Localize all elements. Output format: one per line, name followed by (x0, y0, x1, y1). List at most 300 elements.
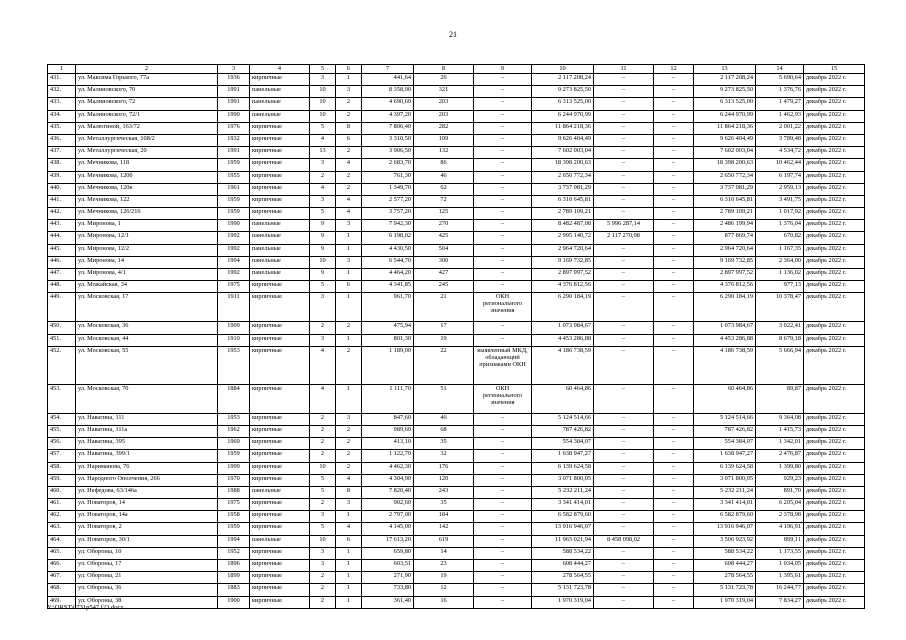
address-cell: ул. Обороны, 38 (76, 596, 218, 608)
total-cost-cell: 3 341 414,01 (532, 499, 594, 511)
funds-1-cell: – (594, 474, 654, 486)
funds-1-cell: – (594, 584, 654, 596)
wall-material-cell: панельные (250, 535, 310, 547)
funds-2-cell: – (654, 474, 694, 486)
funds-2-cell: – (654, 523, 694, 535)
wall-material-cell: кирпичные (250, 474, 310, 486)
funds-1-cell: – (594, 523, 654, 535)
address-cell: ул. Московская, 55 (76, 346, 218, 384)
address-cell: ул. Можайская, 34 (76, 281, 218, 293)
heritage-status-cell: – (474, 413, 532, 425)
row-number-cell: 443. (48, 220, 76, 232)
table-row (48, 74, 865, 86)
address-cell: ул. Металлургическая, 20 (76, 147, 218, 159)
total-cost-cell: 9 169 732,85 (532, 256, 594, 268)
address-cell: ул. Обороны, 36 (76, 584, 218, 596)
deadline-cell: декабрь 2022 г. (804, 346, 865, 384)
total-cost-cell: 2 897 997,52 (532, 269, 594, 281)
entrances-cell: 2 (336, 425, 362, 437)
funds-3-cell: 3 071 800,05 (694, 474, 756, 486)
area-cell: 4 690,60 (362, 98, 414, 110)
table-row (48, 499, 865, 511)
deadline-cell: декабрь 2022 г. (804, 572, 865, 584)
table-row (48, 535, 865, 547)
wall-material-cell: кирпичные (250, 462, 310, 474)
build-year-cell: 1936 (218, 74, 250, 86)
funds-3-cell: 1 073 984,67 (694, 322, 756, 334)
cost-per-sqm-cell: 3 491,75 (756, 195, 804, 207)
funds-2-cell: – (654, 499, 694, 511)
cost-per-sqm-cell: 1 034,05 (756, 560, 804, 572)
heritage-status-cell: – (474, 560, 532, 572)
heritage-status-cell: – (474, 220, 532, 232)
cost-per-sqm-cell: 89,87 (756, 384, 804, 413)
page-number: 21 (449, 30, 457, 39)
table-row (48, 523, 865, 535)
row-number-cell: 440. (48, 183, 76, 195)
total-cost-cell: 588 534,22 (532, 547, 594, 559)
funds-2-cell: – (654, 98, 694, 110)
total-cost-cell: 4 186 738,59 (532, 346, 594, 384)
build-year-cell: 1896 (218, 560, 250, 572)
area-cell: 6 544,70 (362, 256, 414, 268)
floors-cell: 3 (310, 334, 336, 346)
funds-2-cell: – (654, 159, 694, 171)
floors-cell: 10 (310, 256, 336, 268)
deadline-cell: декабрь 2022 г. (804, 183, 865, 195)
funds-1-cell: – (594, 183, 654, 195)
area-cell: 1 349,70 (362, 183, 414, 195)
total-cost-cell: 2 995 140,72 (532, 232, 594, 244)
funds-2-cell: – (654, 450, 694, 462)
build-year-cell: 1953 (218, 346, 250, 384)
wall-material-cell: кирпичные (250, 572, 310, 584)
wall-material-cell: кирпичные (250, 425, 310, 437)
build-year-cell: 1992 (218, 269, 250, 281)
entrances-cell: 1 (336, 269, 362, 281)
row-number-cell: 446. (48, 256, 76, 268)
funds-1-cell: – (594, 122, 654, 134)
residents-cell: 51 (414, 384, 474, 413)
floors-cell: 5 (310, 523, 336, 535)
area-cell: 761,30 (362, 171, 414, 183)
address-cell: ул. Московская, 44 (76, 334, 218, 346)
row-number-cell: 466. (48, 560, 76, 572)
total-cost-cell: 3 737 081,29 (532, 183, 594, 195)
wall-material-cell: кирпичные (250, 134, 310, 146)
entrances-cell: 2 (336, 110, 362, 122)
build-year-cell: 1992 (218, 232, 250, 244)
funds-3-cell: 2 650 772,34 (694, 171, 756, 183)
funds-1-cell: – (594, 572, 654, 584)
row-number-cell: 454. (48, 413, 76, 425)
funds-3-cell: 3 341 414,01 (694, 499, 756, 511)
heritage-status-cell: ОКН регионального значения (474, 293, 532, 322)
address-cell: ул. Новаторов, 14 (76, 499, 218, 511)
column-number: 13 (694, 65, 756, 74)
area-cell: 1 111,70 (362, 384, 414, 413)
column-number: 11 (594, 65, 654, 74)
funds-3-cell: 9 169 732,85 (694, 256, 756, 268)
cost-per-sqm-cell: 1 167,35 (756, 244, 804, 256)
deadline-cell: декабрь 2022 г. (804, 547, 865, 559)
row-number-cell: 452. (48, 346, 76, 384)
heritage-status-cell: – (474, 98, 532, 110)
entrances-cell: 1 (336, 384, 362, 413)
funds-1-cell: – (594, 511, 654, 523)
floors-cell: 3 (310, 560, 336, 572)
floors-cell: 2 (310, 322, 336, 334)
heritage-status-cell: – (474, 322, 532, 334)
funds-3-cell: 6 290 184,19 (694, 293, 756, 322)
residents-cell: 46 (414, 413, 474, 425)
residents-cell: 504 (414, 244, 474, 256)
funds-3-cell: 1 638 947,27 (694, 450, 756, 462)
residents-cell: 142 (414, 523, 474, 535)
build-year-cell: 1959 (218, 159, 250, 171)
floors-cell: 2 (310, 450, 336, 462)
total-cost-cell: 6 310 645,81 (532, 195, 594, 207)
column-number: 4 (250, 65, 310, 74)
area-cell: 3 757,20 (362, 208, 414, 220)
build-year-cell: 1899 (218, 572, 250, 584)
floors-cell: 3 (310, 511, 336, 523)
cost-per-sqm-cell: 899,11 (756, 535, 804, 547)
floors-cell: 3 (310, 293, 336, 322)
floors-cell: 2 (310, 499, 336, 511)
funds-3-cell: 9 626 404,49 (694, 134, 756, 146)
heritage-status-cell: – (474, 281, 532, 293)
table-row (48, 134, 865, 146)
build-year-cell: 1999 (218, 462, 250, 474)
area-cell: 659,80 (362, 547, 414, 559)
residents-cell: 425 (414, 232, 474, 244)
wall-material-cell: панельные (250, 86, 310, 98)
deadline-cell: декабрь 2022 г. (804, 486, 865, 498)
heritage-status-cell: – (474, 450, 532, 462)
cost-per-sqm-cell: 2 001,22 (756, 122, 804, 134)
funds-3-cell: 11 864 218,36 (694, 122, 756, 134)
row-number-cell: 436. (48, 134, 76, 146)
funds-1-cell: – (594, 74, 654, 86)
cost-per-sqm-cell: 977,13 (756, 281, 804, 293)
build-year-cell: 1994 (218, 535, 250, 547)
funds-1-cell: – (594, 425, 654, 437)
build-year-cell: 1962 (218, 425, 250, 437)
funds-2-cell: – (654, 334, 694, 346)
area-cell: 4 341,85 (362, 281, 414, 293)
row-number-cell: 455. (48, 425, 76, 437)
deadline-cell: декабрь 2022 г. (804, 98, 865, 110)
entrances-cell: 1 (336, 334, 362, 346)
row-number-cell: 441. (48, 195, 76, 207)
funds-3-cell: 5 232 211,24 (694, 486, 756, 498)
wall-material-cell: кирпичные (250, 183, 310, 195)
column-number: 12 (654, 65, 694, 74)
funds-2-cell: – (654, 462, 694, 474)
area-cell: 4 304,90 (362, 474, 414, 486)
column-number: 3 (218, 65, 250, 74)
wall-material-cell: панельные (250, 486, 310, 498)
build-year-cell: 1992 (218, 244, 250, 256)
table-row (48, 384, 865, 413)
funds-1-cell: 5 996 287,14 (594, 220, 654, 232)
build-year-cell: 1961 (218, 183, 250, 195)
row-number-cell: 445. (48, 244, 76, 256)
total-cost-cell: 6 139 624,58 (532, 462, 594, 474)
funds-2-cell: – (654, 147, 694, 159)
deadline-cell: декабрь 2022 г. (804, 269, 865, 281)
floors-cell: 4 (310, 346, 336, 384)
floors-cell: 10 (310, 462, 336, 474)
total-cost-cell: 2 117 208,24 (532, 74, 594, 86)
wall-material-cell: кирпичные (250, 438, 310, 450)
entrances-cell: 2 (336, 147, 362, 159)
wall-material-cell: кирпичные (250, 511, 310, 523)
total-cost-cell: 1 073 984,67 (532, 322, 594, 334)
total-cost-cell: 9 273 825,50 (532, 86, 594, 98)
wall-material-cell: кирпичные (250, 560, 310, 572)
area-cell: 1 189,00 (362, 346, 414, 384)
total-cost-cell: 4 376 812,56 (532, 281, 594, 293)
deadline-cell: декабрь 2022 г. (804, 523, 865, 535)
total-cost-cell: 6 582 879,60 (532, 511, 594, 523)
deadline-cell: декабрь 2022 г. (804, 195, 865, 207)
area-cell: 17 613,20 (362, 535, 414, 547)
entrances-cell: 1 (336, 560, 362, 572)
area-cell: 603,51 (362, 560, 414, 572)
address-cell: ул. Новаторов, 14а (76, 511, 218, 523)
build-year-cell: 1991 (218, 147, 250, 159)
cost-per-sqm-cell: 3 022,41 (756, 322, 804, 334)
table-row (48, 584, 865, 596)
table-row (48, 110, 865, 122)
cost-per-sqm-cell: 1 399,80 (756, 462, 804, 474)
residents-cell: 619 (414, 535, 474, 547)
row-number-cell: 438. (48, 159, 76, 171)
area-cell: 733,80 (362, 584, 414, 596)
row-number-cell: 464. (48, 535, 76, 547)
funds-1-cell: – (594, 134, 654, 146)
funds-1-cell: – (594, 244, 654, 256)
entrances-cell: 6 (336, 281, 362, 293)
row-number-cell: 447. (48, 269, 76, 281)
cost-per-sqm-cell: 4 534,72 (756, 147, 804, 159)
residents-cell: 203 (414, 110, 474, 122)
cost-per-sqm-cell: 5 690,64 (756, 74, 804, 86)
entrances-cell: 1 (336, 596, 362, 608)
funds-3-cell: 2 964 720,64 (694, 244, 756, 256)
entrances-cell: 2 (336, 183, 362, 195)
area-cell: 801,30 (362, 334, 414, 346)
address-cell: ул. Мечникова, 122 (76, 195, 218, 207)
total-cost-cell: 5 131 723,78 (532, 584, 594, 596)
entrances-cell: 3 (336, 499, 362, 511)
total-cost-cell: 6 290 184,19 (532, 293, 594, 322)
residents-cell: 14 (414, 547, 474, 559)
heritage-status-cell: – (474, 208, 532, 220)
build-year-cell: 1975 (218, 281, 250, 293)
wall-material-cell: кирпичные (250, 293, 310, 322)
entrances-cell: 1 (336, 572, 362, 584)
funds-2-cell: – (654, 596, 694, 608)
total-cost-cell: 9 626 404,49 (532, 134, 594, 146)
wall-material-cell: кирпичные (250, 450, 310, 462)
heritage-status-cell: – (474, 438, 532, 450)
build-year-cell: 1959 (218, 195, 250, 207)
deadline-cell: декабрь 2022 г. (804, 244, 865, 256)
entrances-cell: 4 (336, 159, 362, 171)
build-year-cell: 1994 (218, 256, 250, 268)
funds-1-cell: – (594, 322, 654, 334)
heritage-status-cell: – (474, 486, 532, 498)
floors-cell: 2 (310, 438, 336, 450)
funds-3-cell: 2 117 208,24 (694, 74, 756, 86)
table-row (48, 281, 865, 293)
address-cell: ул. Народного Ополчения, 266 (76, 474, 218, 486)
entrances-cell: 3 (336, 220, 362, 232)
funds-3-cell: 60 464,86 (694, 384, 756, 413)
entrances-cell: 4 (336, 474, 362, 486)
entrances-cell: 2 (336, 450, 362, 462)
build-year-cell: 1884 (218, 384, 250, 413)
build-year-cell: 1955 (218, 171, 250, 183)
column-number: 9 (474, 65, 532, 74)
deadline-cell: декабрь 2022 г. (804, 584, 865, 596)
funds-1-cell: – (594, 147, 654, 159)
deadline-cell: декабрь 2022 г. (804, 147, 865, 159)
address-cell: ул. Навагина, 399/1 (76, 450, 218, 462)
entrances-cell: 2 (336, 98, 362, 110)
area-cell: 3 906,50 (362, 147, 414, 159)
cost-per-sqm-cell: 1 342,01 (756, 438, 804, 450)
entrances-cell: 1 (336, 74, 362, 86)
build-year-cell: 1959 (218, 450, 250, 462)
total-cost-cell: 2 964 720,64 (532, 244, 594, 256)
funds-3-cell: 6 313 525,00 (694, 98, 756, 110)
residents-cell: 132 (414, 147, 474, 159)
deadline-cell: декабрь 2022 г. (804, 74, 865, 86)
entrances-cell: 2 (336, 322, 362, 334)
entrances-cell: 8 (336, 122, 362, 134)
cost-per-sqm-cell: 670,82 (756, 232, 804, 244)
heritage-status-cell: – (474, 122, 532, 134)
total-cost-cell: 3 071 800,05 (532, 474, 594, 486)
wall-material-cell: кирпичные (250, 147, 310, 159)
heritage-status-cell: – (474, 74, 532, 86)
heritage-status-cell: – (474, 86, 532, 98)
cost-per-sqm-cell: 2 364,00 (756, 256, 804, 268)
floors-cell: 2 (310, 425, 336, 437)
build-year-cell: 1958 (218, 511, 250, 523)
funds-1-cell: – (594, 269, 654, 281)
cost-per-sqm-cell: 1 136,02 (756, 269, 804, 281)
address-cell: ул. Мечникова, 126/216 (76, 208, 218, 220)
funds-1-cell: – (594, 346, 654, 384)
total-cost-cell: 18 398 200,63 (532, 159, 594, 171)
deadline-cell: декабрь 2022 г. (804, 438, 865, 450)
cost-per-sqm-cell: 1 017,92 (756, 208, 804, 220)
cost-per-sqm-cell: 1 173,55 (756, 547, 804, 559)
heritage-status-cell: – (474, 572, 532, 584)
funds-2-cell: – (654, 384, 694, 413)
funds-1-cell: – (594, 486, 654, 498)
funds-1-cell: – (594, 208, 654, 220)
funds-1-cell: – (594, 413, 654, 425)
cost-per-sqm-cell: 2 959,13 (756, 183, 804, 195)
total-cost-cell: 60 464,86 (532, 384, 594, 413)
funds-3-cell: 6 244 970,99 (694, 110, 756, 122)
cost-per-sqm-cell: 5 666,94 (756, 346, 804, 384)
area-cell: 7 820,40 (362, 486, 414, 498)
floors-cell: 10 (310, 86, 336, 98)
residents-cell: 321 (414, 86, 474, 98)
area-cell: 7 942,30 (362, 220, 414, 232)
cost-per-sqm-cell: 3 789,48 (756, 134, 804, 146)
table-row (48, 232, 865, 244)
row-number-cell: 463. (48, 523, 76, 535)
row-number-cell: 449. (48, 293, 76, 322)
heritage-status-cell: выявленный МКД, обладающий признаками ОКН (474, 346, 532, 384)
entrances-cell: 3 (336, 256, 362, 268)
heritage-status-cell: – (474, 147, 532, 159)
funds-1-cell: – (594, 334, 654, 346)
entrances-cell: 1 (336, 232, 362, 244)
area-cell: 1 122,70 (362, 450, 414, 462)
heritage-status-cell: – (474, 183, 532, 195)
residents-cell: 19 (414, 334, 474, 346)
wall-material-cell: кирпичные (250, 523, 310, 535)
residents-cell: 300 (414, 256, 474, 268)
funds-1-cell: – (594, 547, 654, 559)
file-path-footer: Y:\ORST\0731p547.f23.docx (47, 604, 124, 611)
area-cell: 4 464,20 (362, 269, 414, 281)
funds-3-cell: 4 186 738,59 (694, 346, 756, 384)
funds-3-cell: 4 376 812,56 (694, 281, 756, 293)
residents-cell: 184 (414, 511, 474, 523)
heritage-status-cell: ОКН регионального значения (474, 384, 532, 413)
total-cost-cell: 2 789 109,21 (532, 208, 594, 220)
table-row (48, 147, 865, 159)
row-number-cell: 459. (48, 474, 76, 486)
heritage-status-cell: – (474, 269, 532, 281)
heritage-status-cell: – (474, 511, 532, 523)
address-cell: ул. Обороны, 17 (76, 560, 218, 572)
table-row (48, 208, 865, 220)
funds-1-cell: – (594, 560, 654, 572)
floors-cell: 5 (310, 281, 336, 293)
cost-per-sqm-cell: 1 462,93 (756, 110, 804, 122)
area-cell: 4 145,00 (362, 523, 414, 535)
housing-register-table (47, 64, 865, 609)
funds-3-cell: 2 789 109,21 (694, 208, 756, 220)
heritage-status-cell: – (474, 195, 532, 207)
funds-3-cell: 7 602 003,04 (694, 147, 756, 159)
funds-3-cell: 1 970 319,04 (694, 596, 756, 608)
cost-per-sqm-cell: 16 244,77 (756, 584, 804, 596)
build-year-cell: 1952 (218, 547, 250, 559)
heritage-status-cell: – (474, 584, 532, 596)
build-year-cell: 1932 (218, 134, 250, 146)
area-cell: 902,60 (362, 499, 414, 511)
row-number-cell: 435. (48, 122, 76, 134)
funds-2-cell: – (654, 425, 694, 437)
floors-cell: 2 (310, 171, 336, 183)
deadline-cell: декабрь 2022 г. (804, 86, 865, 98)
heritage-status-cell: – (474, 523, 532, 535)
wall-material-cell: панельные (250, 110, 310, 122)
residents-cell: 245 (414, 281, 474, 293)
